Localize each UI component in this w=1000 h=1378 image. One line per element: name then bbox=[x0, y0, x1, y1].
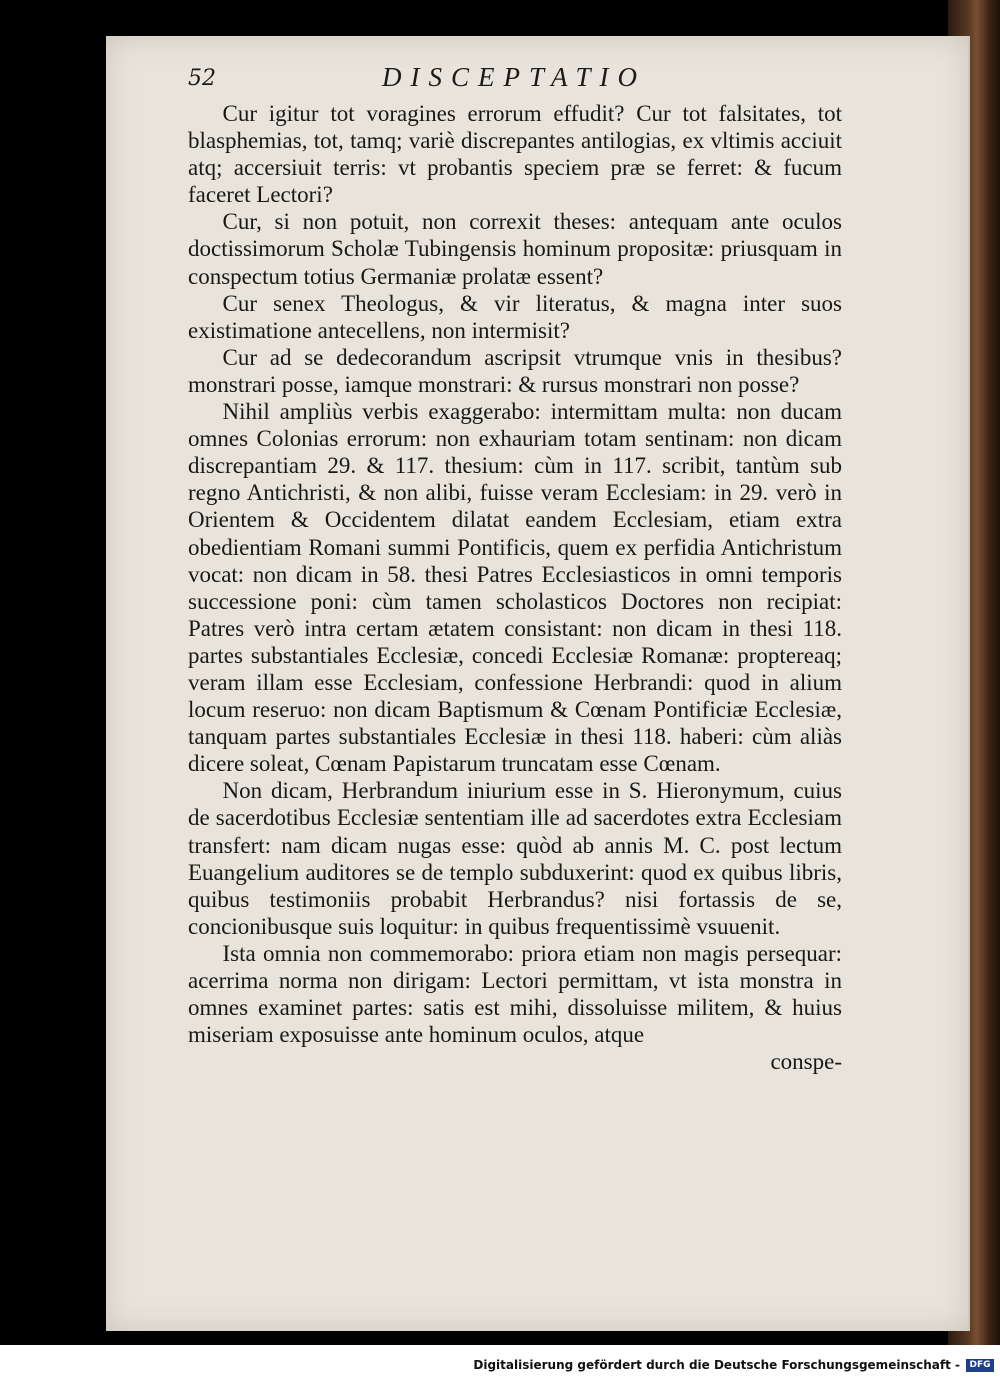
paragraph-5: Nihil ampliùs verbis exaggerabo: intermittam multa: non ducam omnes Colonias errorum: non exhauriam totam sentinam: non dicam discrepantiam 29. & 117. thesium: cùm in 117. scribit, tantùm sub regno Antichristi, & non alibi, fuisse veram Ecclesiam: in 29. verò in Orientem & Occidentem dilatat eandem Ecclesiam, etiam extra obedientiam Romani summi Pontificis, quem ex perfidia Antichristum vocat: non dicam in 58. thesi Patres Ecclesiasticos in omni temporis successione poni: cùm tamen scholasticos Doctores non recipiat: Patres verò intra certam ætatem consistant: non dicam in thesi 118. partes substantiales Ecclesiæ, concedi Ecclesiæ Romanæ: proptereaq; veram illam esse Ecclesiam, confessione Herbrandi: quod in alium locum reseruo: non dicam Baptismum & Cœnam Pontificiæ Ecclesiæ, tanquam partes substantiales Ecclesiæ in thesi 118. haberi: cùm aliàs dicere soleat, Cœnam Papistarum truncatam esse Cœnam. bbox=[188, 399, 842, 777]
running-head: DISCEPTATIO bbox=[382, 62, 646, 92]
paragraph-2: Cur, si non potuit, non correxit theses: antequam ante oculos doctissimorum Scholæ Tubingensis hominum propositæ: priusquam in conspectum totius Germaniæ prolatæ essent? bbox=[188, 209, 842, 289]
footer-bar bbox=[0, 1345, 1000, 1378]
paragraph-4: Cur ad se dedecorandum ascripsit vtrumque vnis in thesibus? monstrari posse, iamque monstrari: & rursus monstrari non posse? bbox=[188, 344, 842, 397]
paragraph-1: Cur igitur tot voragines errorum effudit? Cur tot falsitates, tot blasphemias, tot, tamq; variè discrepantes antilogias, ex vltimis acciuit atq; accersiuit terris: vt probantis speciem præ se ferret: & fucum faceret Lectori? bbox=[188, 101, 842, 208]
dfg-logo-icon: DFG bbox=[966, 1359, 994, 1372]
page-header bbox=[188, 62, 940, 100]
body-text bbox=[188, 100, 842, 1075]
paragraph-6: Non dicam, Herbrandum iniurium esse in S. Hieronymum, cuius de sacerdotibus Ecclesiæ sententiam ille ad sacerdotes extra Ecclesiam transfert: nam dicam nugas esse: quòd ab annis M. C. post lectum Euangelium auditores se de templo subduxerint: quod ex quibus libris, quibus testimoniis probabit Herbrandus? nisi fortassis de se, concionibusque suis loquitur: in quibus frequentissimè vsuuenit. bbox=[188, 778, 842, 939]
funding-credit: Digitalisierung gefördert durch die Deutsche Forschungsgemeinschaft - bbox=[473, 1358, 960, 1372]
paragraph-7: Ista omnia non commemorabo: priora etiam non magis persequar: acerrima norma non dirigam: Lectori permittam, vt ista monstra in omnes examinet partes: satis est mihi, dissoluisse militem, & huius miseriam exposuisse ante hominum oculos, atque bbox=[188, 940, 842, 1048]
catchword: conspe- bbox=[770, 1049, 842, 1075]
page-number: 52 bbox=[188, 66, 216, 91]
paragraph-3: Cur senex Theologus, & vir literatus, & magna inter suos existimatione antecellens, non intermisit? bbox=[188, 290, 842, 343]
